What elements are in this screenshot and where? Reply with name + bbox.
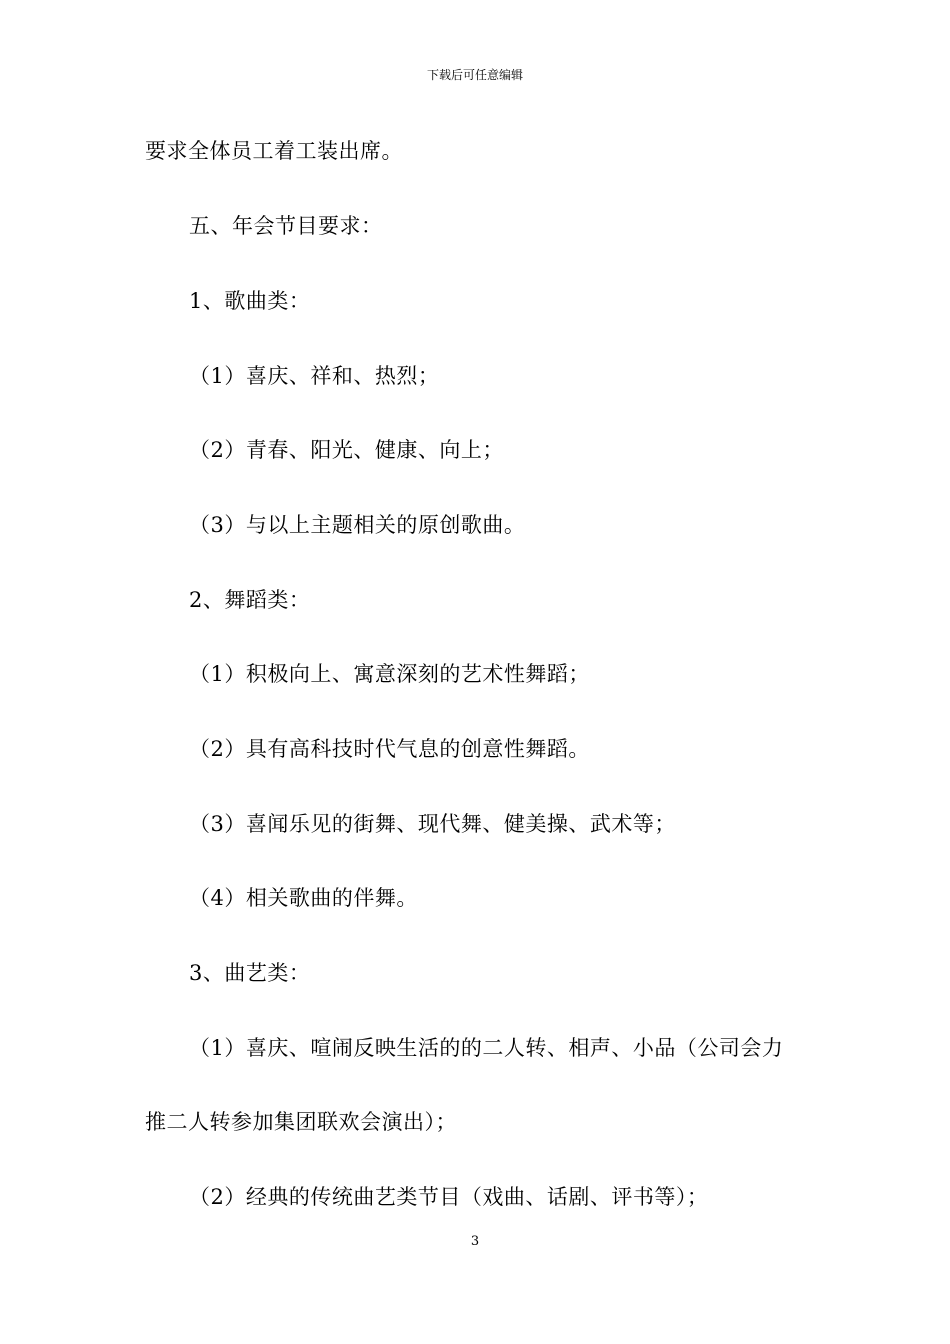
subsection-heading: 3、曲艺类： (189, 961, 311, 985)
page-number: 3 (470, 1234, 480, 1249)
list-item: （4）相关歌曲的伴舞。 (189, 886, 418, 910)
list-item: （2）经典的传统曲艺类节目（戏曲、话剧、评书等）； (189, 1185, 709, 1209)
subsection-heading: 1、歌曲类： (189, 289, 311, 313)
list-item: （1）喜庆、喧闹反映生活的的二人转、相声、小品（公司会力 (189, 1036, 784, 1060)
list-item-continuation: 推二人转参加集团联欢会演出）； (145, 1110, 457, 1134)
list-item: （3）与以上主题相关的原创歌曲。 (189, 513, 526, 537)
body-line: 要求全体员工着工装出席。 (145, 139, 403, 163)
page-header: 下载后可任意编辑 (426, 68, 523, 82)
list-item: （2）具有高科技时代气息的创意性舞蹈。 (189, 737, 590, 761)
section-heading: 五、年会节目要求： (189, 214, 383, 238)
subsection-heading: 2、舞蹈类： (189, 588, 311, 612)
list-item: （2）青春、阳光、健康、向上； (189, 438, 504, 462)
list-item: （1）喜庆、祥和、热烈； (189, 364, 440, 388)
list-item: （1）积极向上、寓意深刻的艺术性舞蹈； (189, 662, 590, 686)
list-item: （3）喜闻乐见的街舞、现代舞、健美操、武术等； (189, 812, 676, 836)
